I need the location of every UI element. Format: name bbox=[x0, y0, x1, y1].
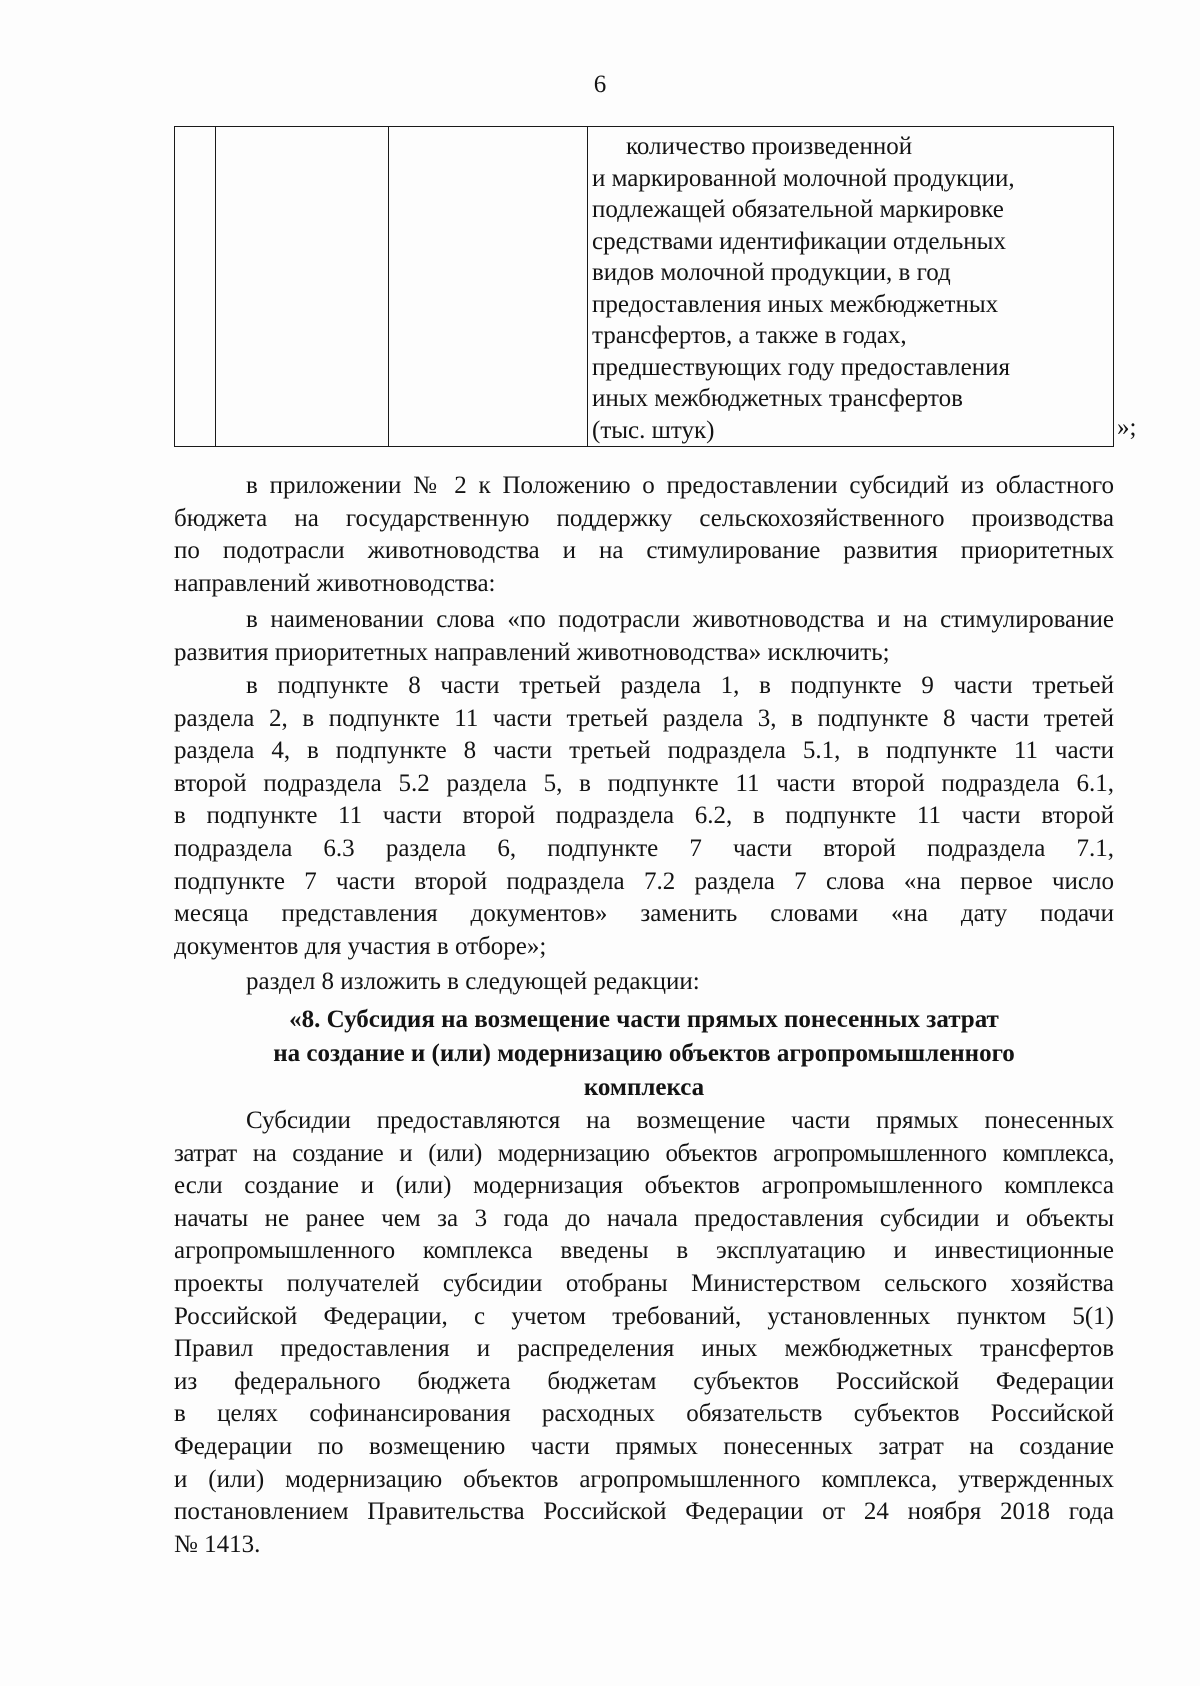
heading-line: на создание и (или) модернизацию объектов агропромышленного bbox=[273, 1040, 1015, 1067]
closing-quote-mark: »; bbox=[1117, 414, 1137, 441]
text-line: направлений животноводства: bbox=[174, 569, 496, 597]
text-line: в подпункте 8 части третьей раздела 1, в подпункте 9 части третьей bbox=[246, 672, 1114, 699]
cell-line: (тыс. штук) bbox=[592, 416, 715, 444]
text-line: Федерации по возмещению части прямых понесенных затрат на создание bbox=[174, 1432, 1114, 1460]
text-line: в приложении № 2 к Положению о предоставлении субсидий из областного bbox=[246, 472, 1114, 499]
cell-line: трансфертов, а также в годах, bbox=[592, 322, 907, 349]
indicator-table bbox=[174, 126, 1114, 446]
text-line: и (или) модернизацию объектов агропромышленного комплекса, утвержденных bbox=[174, 1465, 1114, 1493]
heading-line: «8. Субсидия на возмещение части прямых понесенных затрат bbox=[289, 1006, 999, 1033]
cell-line: количество произведенной bbox=[626, 133, 913, 160]
table-cell-name bbox=[216, 127, 389, 447]
text-line: Субсидии предоставляются на возмещение части прямых понесенных bbox=[246, 1107, 1114, 1134]
text-line: если создание и (или) модернизация объектов агропромышленного комплекса bbox=[174, 1172, 1114, 1200]
table-cell-unit bbox=[389, 127, 588, 447]
page-number: 6 bbox=[593, 71, 607, 98]
cell-line: подлежащей обязательной маркировке bbox=[592, 196, 1004, 223]
text-line: № 1413. bbox=[174, 1530, 261, 1558]
text-line: начаты не ранее чем за 3 года до начала предоставления субсидии и объекты bbox=[174, 1204, 1114, 1232]
cell-line: предшествующих году предоставления bbox=[592, 353, 1010, 381]
text-line: Правил предоставления и распределения иных межбюджетных трансфертов bbox=[174, 1335, 1114, 1363]
text-line: второй подраздела 5.2 раздела 5, в подпункте 11 части второй подраздела 6.1, bbox=[174, 769, 1114, 797]
section-8-heading bbox=[174, 1003, 1114, 1105]
table-cell-text bbox=[588, 127, 1113, 446]
text-line: раздел 8 изложить в следующей редакции: bbox=[246, 968, 700, 995]
text-line: из федерального бюджета бюджетам субъектов Российской Федерации bbox=[174, 1367, 1114, 1395]
text-line: подпункте 7 части второй подраздела 7.2 раздела 7 слова «на первое число bbox=[174, 867, 1114, 895]
table-cell-number bbox=[175, 127, 216, 447]
text-line: Российской Федерации, с учетом требований, установленных пунктом 5(1) bbox=[174, 1302, 1114, 1330]
text-line: в подпункте 11 части второй подраздела 6.2, в подпункте 11 части второй bbox=[174, 802, 1114, 830]
table-row bbox=[175, 127, 1114, 447]
text-line: агропромышленного комплекса введены в эксплуатацию и инвестиционные bbox=[174, 1237, 1114, 1265]
cell-line: и маркированной молочной продукции, bbox=[592, 164, 1015, 192]
text-line: затрат на создание и (или) модернизацию объектов агропромышленного комплекса, bbox=[174, 1139, 1114, 1167]
text-line: документов для участия в отборе»; bbox=[174, 932, 547, 960]
paragraph-section-8-intro bbox=[174, 966, 1114, 999]
cell-line: иных межбюджетных трансфертов bbox=[592, 385, 963, 412]
paragraph-appendix-2 bbox=[174, 470, 1114, 600]
table-cell-description bbox=[588, 127, 1114, 447]
text-line: раздела 4, в подпункте 8 части третьей подраздела 5.1, в подпункте 11 части bbox=[174, 737, 1114, 765]
table-grid bbox=[174, 126, 1114, 447]
paragraph-subsidy-description bbox=[174, 1105, 1114, 1561]
text-line: месяца представления документов» заменить словами «на дату подачи bbox=[174, 900, 1114, 928]
text-line: по подотрасли животноводства и на стимулирование развития приоритетных bbox=[174, 537, 1114, 565]
text-line: в наименовании слова «по подотрасли животноводства и на стимулирование bbox=[246, 606, 1114, 633]
cell-line: средствами идентификации отдельных bbox=[592, 227, 1006, 255]
heading-line: комплекса bbox=[583, 1074, 705, 1101]
paragraph-subclauses-change bbox=[174, 670, 1114, 963]
paragraph-title-change bbox=[174, 604, 1114, 669]
cell-line: видов молочной продукции, в год bbox=[592, 259, 951, 286]
text-line: в целях софинансирования расходных обязательств субъектов Российской bbox=[174, 1400, 1114, 1428]
text-line: подраздела 6.3 раздела 6, подпункте 7 части второй подраздела 7.1, bbox=[174, 834, 1114, 862]
cell-line: предоставления иных межбюджетных bbox=[592, 290, 999, 318]
text-line: развития приоритетных направлений животноводства» исключить; bbox=[174, 638, 890, 666]
text-line: проекты получателей субсидии отобраны Министерством сельского хозяйства bbox=[174, 1269, 1114, 1297]
text-line: раздела 2, в подпункте 11 части третьей раздела 3, в подпункте 8 части третей bbox=[174, 704, 1114, 732]
text-line: бюджета на государственную поддержку сельскохозяйственного производства bbox=[174, 504, 1114, 532]
text-line: постановлением Правительства Российской Федерации от 24 ноября 2018 года bbox=[174, 1498, 1114, 1526]
